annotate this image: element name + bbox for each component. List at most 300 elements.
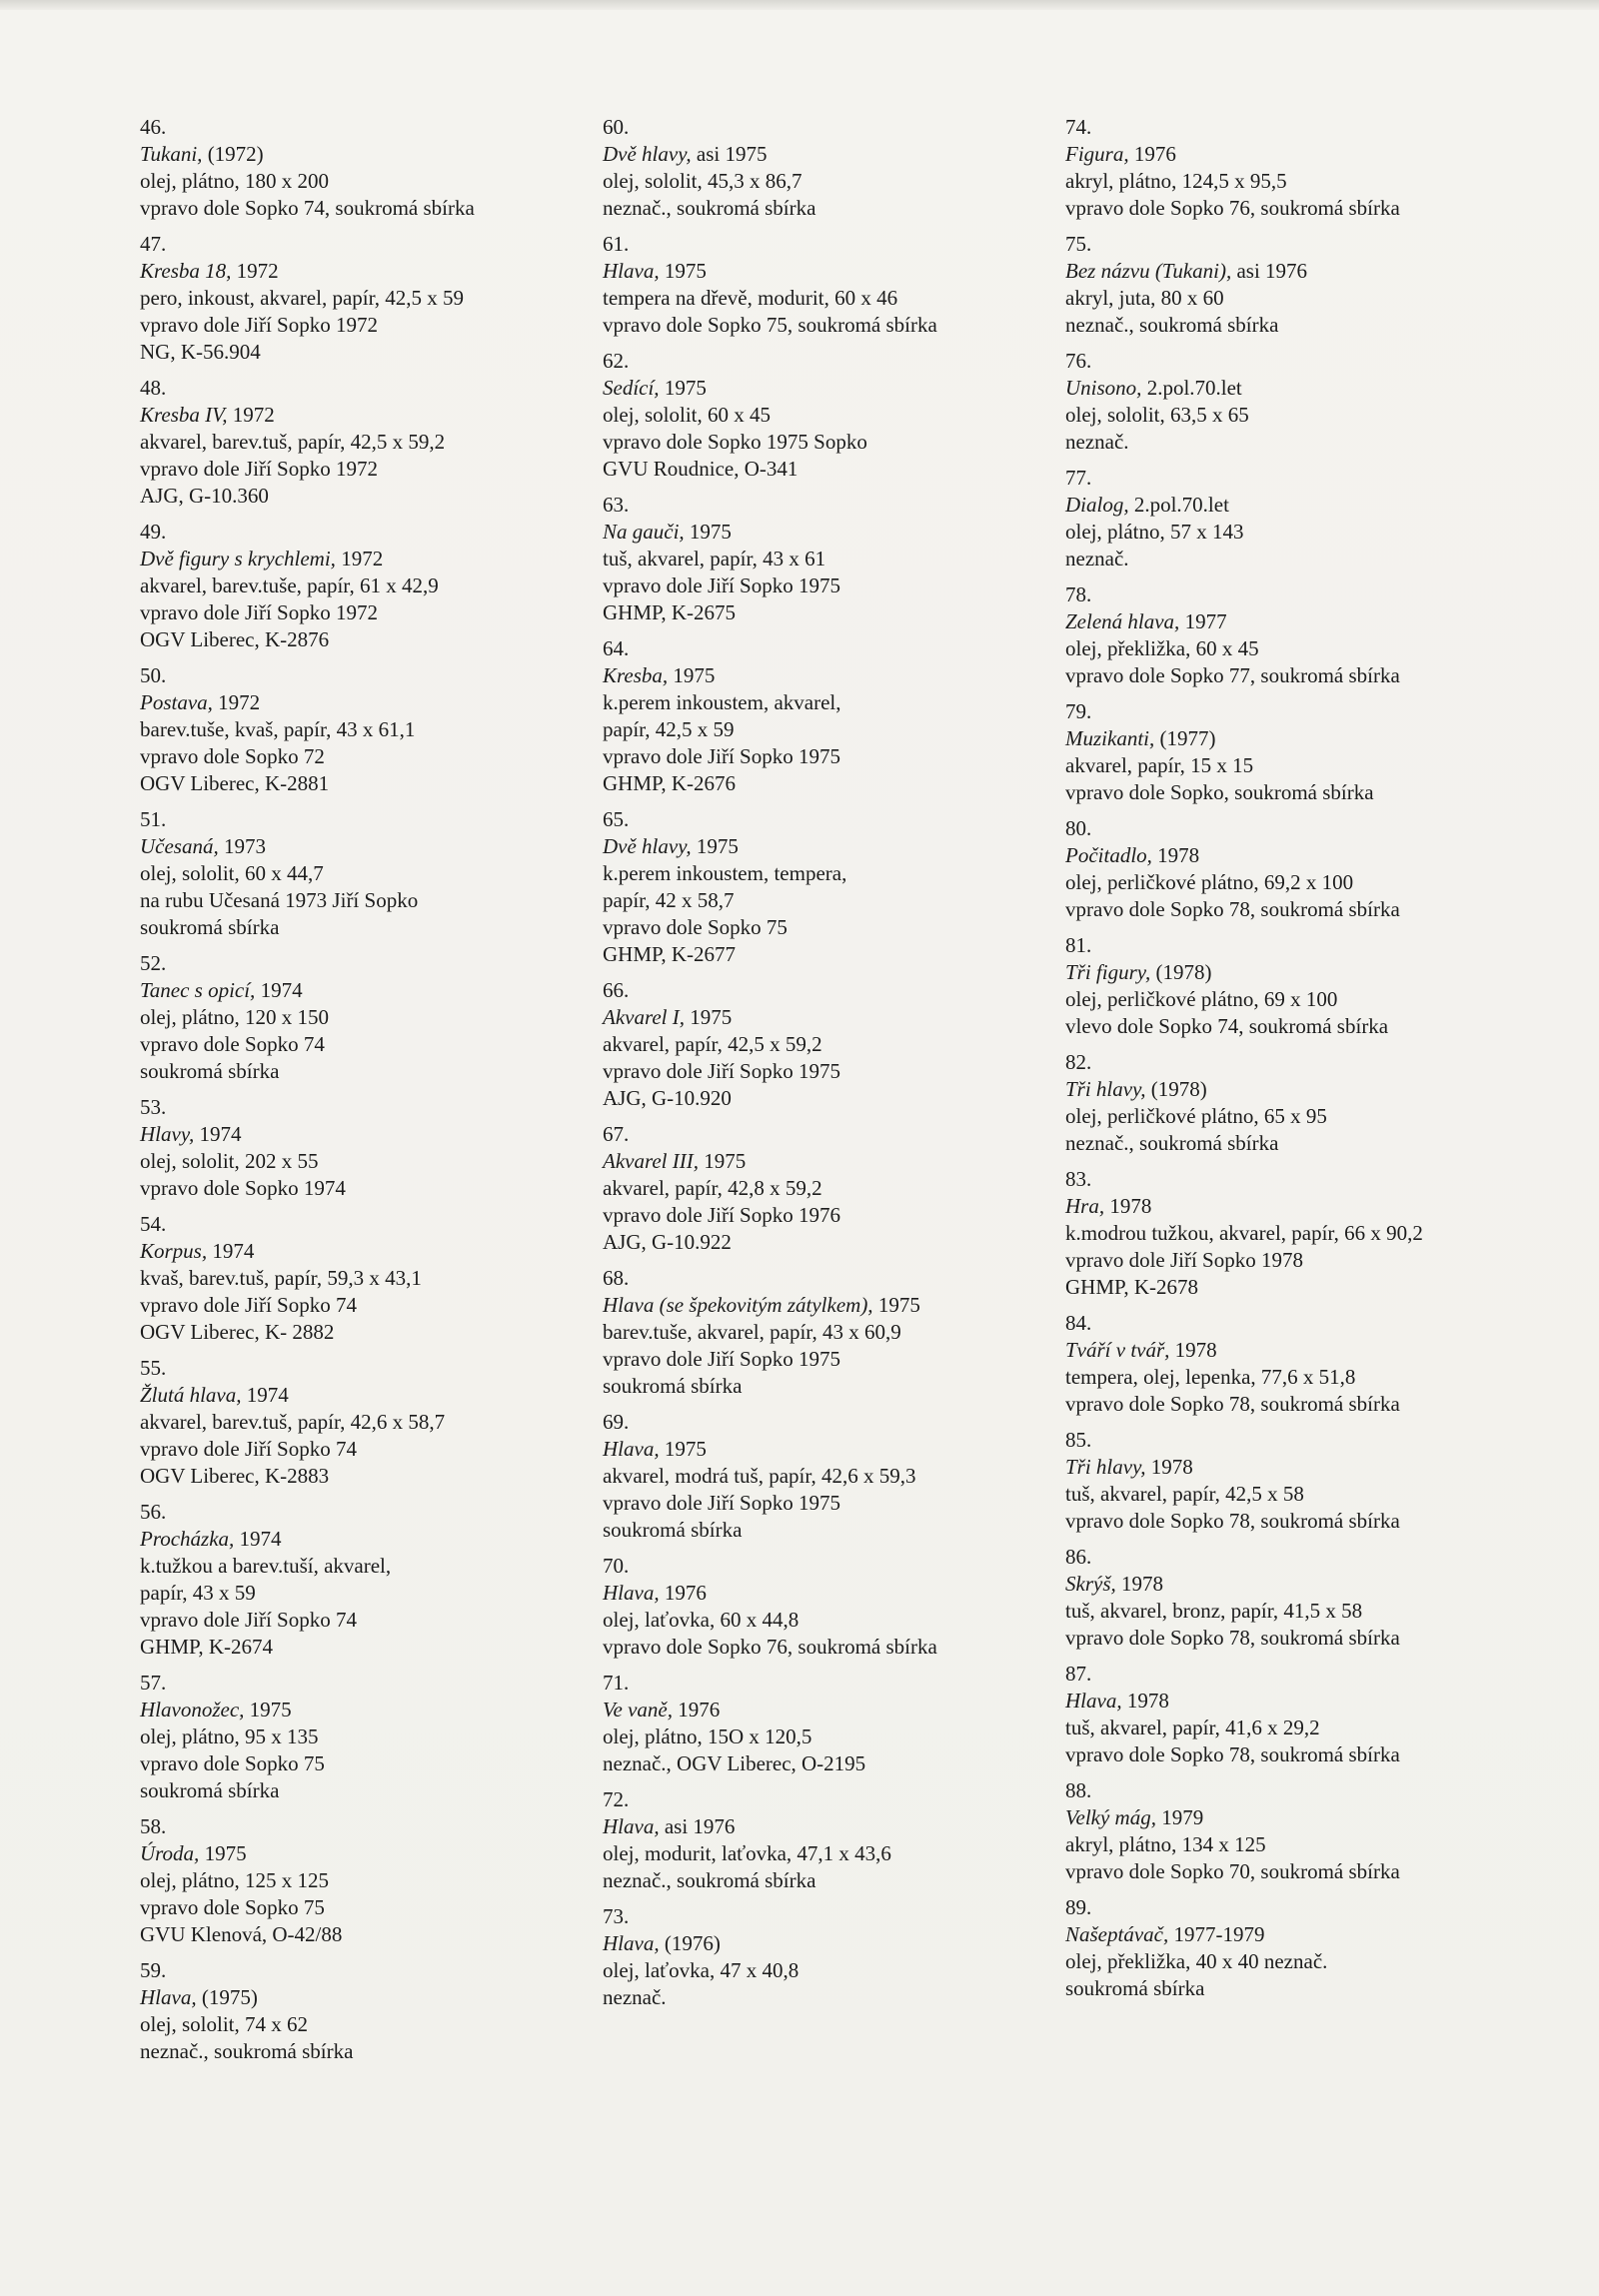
entry-number: 68.: [603, 1266, 630, 1290]
entry-title-line: [1065, 1337, 1525, 1364]
entry-detail-line: olej, sololit, 74 x 62: [140, 2012, 308, 2036]
page-top-edge: [0, 0, 1599, 10]
entry-number: 73.: [603, 1904, 630, 1928]
entry-title: Akvarel III,: [603, 1149, 699, 1173]
entry-title-line: [140, 546, 580, 573]
entry-number: 54.: [140, 1212, 167, 1236]
entry-date: 1972: [212, 690, 261, 714]
entry-detail-line: OGV Liberec, K-2876: [140, 627, 330, 651]
entry-title: Kresba IV,: [140, 403, 228, 427]
entry-number: 67.: [603, 1122, 630, 1146]
entry-title: Hlavonožec,: [140, 1698, 245, 1722]
entry-date: (1975): [196, 1985, 258, 2009]
entry-detail-line: vpravo dole Jiří Sopko 1975: [603, 574, 840, 597]
entry-detail-line: akvarel, papír, 42,5 x 59,2: [603, 1032, 822, 1056]
catalogue-entry: [1065, 1427, 1525, 1535]
entry-title-line: [140, 833, 580, 860]
entry-detail-line: olej, laťovka, 60 x 44,8: [603, 1608, 800, 1632]
entry-title: Hlava,: [603, 1814, 660, 1838]
entry-detail-line: GHMP, K-2675: [603, 600, 737, 624]
entry-title-line: [140, 402, 580, 429]
entry-detail-line: papír, 42 x 58,7: [603, 888, 735, 912]
entry-title: Procházka,: [140, 1527, 235, 1551]
entry-detail-line: vpravo dole Sopko 76, soukromá sbírka: [1065, 196, 1400, 220]
entry-title-line: [603, 258, 1042, 285]
entry-title-line: [1065, 492, 1525, 519]
entry-number: 60.: [603, 115, 630, 139]
entry-detail-line: tempera na dřevě, modurit, 60 x 46: [603, 286, 898, 310]
entry-date: 1974: [255, 978, 303, 1002]
entry-date: (1978): [1150, 960, 1212, 984]
entry-number: 80.: [1065, 816, 1092, 840]
entry-title: Unisono,: [1065, 376, 1142, 400]
entry-date: 1978: [1145, 1455, 1193, 1479]
catalogue-entry: [1065, 815, 1525, 923]
entry-number: 87.: [1065, 1662, 1092, 1686]
entry-detail-line: AJG, G-10.922: [603, 1230, 732, 1254]
entry-detail-line: olej, plátno, 95 x 135: [140, 1724, 319, 1748]
entry-title: Počitadlo,: [1065, 843, 1152, 867]
entry-number: 50.: [140, 663, 167, 687]
entry-title: Kresba 18,: [140, 259, 232, 283]
entry-detail-line: barev.tuše, akvarel, papír, 43 x 60,9: [603, 1320, 901, 1344]
entry-title-line: [1065, 959, 1525, 986]
entry-title: Hra,: [1065, 1194, 1105, 1218]
entry-detail-line: vpravo dole Sopko 1975 Sopko: [603, 430, 867, 454]
entry-detail-line: akryl, juta, 80 x 60: [1065, 286, 1224, 310]
entry-date: 1975: [691, 834, 739, 858]
entry-number: 51.: [140, 807, 167, 831]
catalogue-entry: [1065, 932, 1525, 1040]
entry-detail-line: soukromá sbírka: [1065, 1976, 1205, 2000]
catalogue-entry: [603, 1121, 1042, 1256]
entry-detail-line: neznač., soukromá sbírka: [1065, 313, 1279, 337]
entry-number: 83.: [1065, 1167, 1092, 1191]
entry-title: Hlava,: [603, 1437, 660, 1461]
entry-detail-line: vpravo dole Sopko 1974: [140, 1176, 346, 1200]
entry-detail-line: tuš, akvarel, bronz, papír, 41,5 x 58: [1065, 1599, 1363, 1623]
entry-number: 77.: [1065, 466, 1092, 490]
entry-title: Hlava,: [603, 1581, 660, 1605]
entry-title: Skrýš,: [1065, 1572, 1116, 1596]
catalogue-entry: [603, 348, 1042, 483]
entry-detail-line: papír, 43 x 59: [140, 1581, 256, 1605]
entry-detail-line: soukromá sbírka: [140, 1059, 280, 1083]
entry-date: 1975: [659, 1437, 707, 1461]
catalogue-entry: [140, 231, 580, 366]
entry-number: 55.: [140, 1356, 167, 1380]
entry-detail-line: neznač., OGV Liberec, O-2195: [603, 1751, 866, 1775]
entry-title-line: [1065, 1921, 1525, 1948]
entry-detail-line: k.modrou tužkou, akvarel, papír, 66 x 90,2: [1065, 1221, 1423, 1245]
entry-number: 85.: [1065, 1428, 1092, 1452]
entry-number: 61.: [603, 232, 630, 256]
entry-date: asi 1976: [1231, 259, 1308, 283]
catalogue-column-1: [140, 114, 580, 2074]
entry-detail-line: tuš, akvarel, papír, 43 x 61: [603, 547, 826, 571]
entry-detail-line: GHMP, K-2678: [1065, 1275, 1199, 1299]
entry-date: 1979: [1155, 1805, 1204, 1829]
entry-date: 1973: [218, 834, 266, 858]
entry-title: Hlava,: [603, 259, 660, 283]
entry-number: 58.: [140, 1814, 167, 1838]
entry-detail-line: vpravo dole Jiří Sopko 74: [140, 1608, 357, 1632]
entry-date: 1976: [659, 1581, 707, 1605]
entry-detail-line: akvarel, modrá tuš, papír, 42,6 x 59,3: [603, 1464, 916, 1488]
entry-detail-line: neznač.: [1065, 547, 1129, 571]
entry-detail-line: OGV Liberec, K-2881: [140, 771, 330, 795]
entry-title: Akvarel I,: [603, 1005, 686, 1029]
entry-title-line: [140, 689, 580, 716]
entry-date: 1978: [1115, 1572, 1163, 1596]
entry-title: Zelená hlava,: [1065, 609, 1180, 633]
entry-detail-line: barev.tuše, kvaš, papír, 43 x 61,1: [140, 717, 416, 741]
entry-title: Kresba,: [603, 663, 669, 687]
entry-date: 1974: [234, 1527, 282, 1551]
entry-detail-line: k.perem inkoustem, akvarel,: [603, 690, 841, 714]
entry-date: 1977-1979: [1168, 1922, 1265, 1946]
entry-date: 1977: [1179, 609, 1227, 633]
entry-title-line: [603, 1436, 1042, 1463]
entry-detail-line: neznač.: [1065, 430, 1129, 454]
entry-date: 1975: [872, 1293, 920, 1317]
entry-title-line: [140, 1238, 580, 1265]
entry-date: 1974: [241, 1383, 289, 1407]
entry-title: Úroda,: [140, 1841, 200, 1865]
entry-detail-line: NG, K-56.904: [140, 340, 261, 364]
entry-title: Tři figury,: [1065, 960, 1151, 984]
entry-detail-line: olej, překližka, 60 x 45: [1065, 636, 1259, 660]
catalogue-entry: [603, 1553, 1042, 1661]
entry-detail-line: vpravo dole Sopko 75, soukromá sbírka: [603, 313, 937, 337]
entry-title: Velký mág,: [1065, 1805, 1156, 1829]
entry-detail-line: akvarel, papír, 15 x 15: [1065, 753, 1254, 777]
catalogue-entry: [140, 375, 580, 510]
entry-detail-line: soukromá sbírka: [603, 1518, 743, 1542]
entry-title: Hlava (se špekovitým zátylkem),: [603, 1293, 873, 1317]
entry-detail-line: GVU Roudnice, O-341: [603, 457, 799, 481]
entry-detail-line: olej, plátno, 180 x 200: [140, 169, 329, 193]
entry-title: Korpus,: [140, 1239, 208, 1263]
entry-number: 57.: [140, 1671, 167, 1695]
entry-title-line: [140, 1840, 580, 1867]
entry-title-line: [140, 258, 580, 285]
catalogue-entry: [1065, 1661, 1525, 1768]
entry-detail-line: vpravo dole Sopko 75: [140, 1751, 325, 1775]
entry-detail-line: olej, perličkové plátno, 65 x 95: [1065, 1104, 1327, 1128]
entry-title: Tváří v tvář,: [1065, 1338, 1170, 1362]
catalogue-entry: [1065, 1310, 1525, 1418]
entry-number: 82.: [1065, 1050, 1092, 1074]
entry-number: 52.: [140, 951, 167, 975]
entry-date: asi 1976: [659, 1814, 736, 1838]
entry-detail-line: vpravo dole Jiří Sopko 1976: [603, 1203, 840, 1227]
catalogue-entry: [603, 1786, 1042, 1894]
entry-number: 62.: [603, 349, 630, 373]
entry-date: 1975: [659, 259, 707, 283]
entry-detail-line: olej, plátno, 15O x 120,5: [603, 1724, 812, 1748]
entry-detail-line: olej, sololit, 45,3 x 86,7: [603, 169, 802, 193]
entry-date: 1975: [199, 1841, 247, 1865]
entry-detail-line: vpravo dole Jiří Sopko 1972: [140, 600, 378, 624]
entry-detail-line: vpravo dole Jiří Sopko 1978: [1065, 1248, 1303, 1272]
entry-date: 1978: [1121, 1689, 1169, 1713]
entry-date: 1975: [668, 663, 716, 687]
entry-number: 63.: [603, 493, 630, 517]
entry-detail-line: tempera, olej, lepenka, 77,6 x 51,8: [1065, 1365, 1356, 1389]
entry-detail-line: neznač., soukromá sbírka: [1065, 1131, 1279, 1155]
catalogue-entry: [140, 950, 580, 1085]
catalogue-entry: [603, 492, 1042, 626]
entry-title-line: [140, 1382, 580, 1409]
entry-detail-line: olej, sololit, 202 x 55: [140, 1149, 319, 1173]
entry-detail-line: GHMP, K-2676: [603, 771, 737, 795]
catalogue-entry: [603, 1670, 1042, 1777]
entry-number: 72.: [603, 1787, 630, 1811]
entry-detail-line: OGV Liberec, K- 2882: [140, 1320, 335, 1344]
entry-detail-line: olej, plátno, 57 x 143: [1065, 520, 1244, 544]
entry-detail-line: olej, sololit, 60 x 45: [603, 403, 771, 427]
entry-date: 1975: [659, 376, 707, 400]
entry-detail-line: olej, plátno, 120 x 150: [140, 1005, 329, 1029]
entry-detail-line: vpravo dole Jiří Sopko 74: [140, 1437, 357, 1461]
entry-detail-line: neznač., soukromá sbírka: [603, 1868, 816, 1892]
entry-number: 49.: [140, 520, 167, 544]
entry-detail-line: vpravo dole Sopko 75: [140, 1895, 325, 1919]
entry-number: 64.: [603, 636, 630, 660]
catalogue-entry: [1065, 1544, 1525, 1652]
entry-number: 47.: [140, 232, 167, 256]
entry-title: Na gauči,: [603, 520, 685, 544]
entry-title-line: [603, 1004, 1042, 1031]
entry-title-line: [1065, 842, 1525, 869]
entry-detail-line: AJG, G-10.360: [140, 484, 269, 508]
catalogue-entry: [140, 1957, 580, 2065]
catalogue-entry: [140, 662, 580, 797]
catalogue-entry: [1065, 1777, 1525, 1885]
entry-title-line: [1065, 1076, 1525, 1103]
entry-number: 59.: [140, 1958, 167, 1982]
entry-date: (1977): [1154, 726, 1216, 750]
catalogue-entry: [140, 1211, 580, 1346]
entry-title-line: [603, 833, 1042, 860]
catalogue-entry: [603, 114, 1042, 222]
entry-number: 56.: [140, 1500, 167, 1524]
catalogue-entry: [140, 1670, 580, 1804]
entry-detail-line: akvarel, barev.tuše, papír, 61 x 42,9: [140, 574, 439, 597]
entry-date: 1978: [1151, 843, 1200, 867]
entry-title: Postava,: [140, 690, 213, 714]
entry-title: Tři hlavy,: [1065, 1077, 1146, 1101]
entry-number: 48.: [140, 376, 167, 400]
entry-number: 79.: [1065, 699, 1092, 723]
catalogue-entry: [1065, 1166, 1525, 1301]
entry-detail-line: k.perem inkoustem, tempera,: [603, 861, 847, 885]
entry-detail-line: tuš, akvarel, papír, 41,6 x 29,2: [1065, 1716, 1320, 1739]
entry-date: 1975: [684, 520, 732, 544]
entry-number: 70.: [603, 1554, 630, 1578]
entry-detail-line: vpravo dole Sopko 77, soukromá sbírka: [1065, 663, 1400, 687]
entry-date: 1978: [1104, 1194, 1152, 1218]
entry-date: 1975: [685, 1005, 733, 1029]
entry-number: 84.: [1065, 1311, 1092, 1335]
entry-date: 1978: [1169, 1338, 1217, 1362]
entry-title-line: [140, 141, 580, 168]
catalogue-entry: [603, 1409, 1042, 1544]
entry-detail-line: vpravo dole Jiří Sopko 1975: [603, 744, 840, 768]
catalogue-entry: [140, 519, 580, 653]
entry-detail-line: soukromá sbírka: [140, 915, 280, 939]
entry-detail-line: vpravo dole Sopko, soukromá sbírka: [1065, 780, 1374, 804]
entry-title-line: [1065, 608, 1525, 635]
entry-date: 1974: [194, 1122, 242, 1146]
entry-date: 2.pol.70.let: [1141, 376, 1242, 400]
entry-number: 78.: [1065, 582, 1092, 606]
entry-number: 88.: [1065, 1778, 1092, 1802]
entry-title: Žlutá hlava,: [140, 1383, 242, 1407]
entry-detail-line: vpravo dole Jiří Sopko 1975: [603, 1059, 840, 1083]
entry-title: Hlavy,: [140, 1122, 195, 1146]
entry-title: Dvě figury s krychlemi,: [140, 547, 336, 571]
entry-title-line: [603, 375, 1042, 402]
catalogue-entry: [1065, 1049, 1525, 1157]
catalogue-entry: [1065, 114, 1525, 222]
entry-title-line: [603, 141, 1042, 168]
entry-title-line: [140, 1697, 580, 1723]
entry-title: Hlava,: [140, 1985, 197, 2009]
entry-detail-line: vpravo dole Sopko 70, soukromá sbírka: [1065, 1859, 1400, 1883]
entry-number: 86.: [1065, 1545, 1092, 1569]
entry-number: 71.: [603, 1671, 630, 1695]
entry-title-line: [603, 1580, 1042, 1607]
entry-number: 89.: [1065, 1895, 1092, 1919]
entry-detail-line: vpravo dole Sopko 76, soukromá sbírka: [603, 1635, 937, 1659]
catalogue-entry: [140, 1813, 580, 1948]
entry-detail-line: GHMP, K-2674: [140, 1635, 274, 1659]
catalogue-entry: [1065, 231, 1525, 339]
entry-detail-line: akryl, plátno, 124,5 x 95,5: [1065, 169, 1287, 193]
entry-detail-line: akvarel, papír, 42,8 x 59,2: [603, 1176, 822, 1200]
entry-detail-line: olej, sololit, 63,5 x 65: [1065, 403, 1249, 427]
entry-date: (1976): [659, 1931, 721, 1955]
entry-date: 1972: [231, 259, 279, 283]
entry-detail-line: tuš, akvarel, papír, 42,5 x 58: [1065, 1482, 1304, 1506]
entry-detail-line: na rubu Učesaná 1973 Jiří Sopko: [140, 888, 419, 912]
entry-detail-line: neznač.: [603, 1985, 667, 2009]
catalogue-column-3: [1065, 114, 1525, 2011]
entry-date: 2.pol.70.let: [1128, 493, 1229, 517]
entry-number: 46.: [140, 115, 167, 139]
catalogue-entry: [1065, 698, 1525, 806]
entry-title-line: [603, 1292, 1042, 1319]
entry-title-line: [603, 1813, 1042, 1840]
entry-detail-line: kvaš, barev.tuš, papír, 59,3 x 43,1: [140, 1266, 422, 1290]
entry-title: Hlava,: [603, 1931, 660, 1955]
entry-title-line: [140, 1121, 580, 1148]
entry-title-line: [1065, 1571, 1525, 1598]
catalogue-entry: [1065, 348, 1525, 456]
entry-number: 76.: [1065, 349, 1092, 373]
entry-number: 69.: [603, 1410, 630, 1434]
entry-date: (1972): [202, 142, 264, 166]
entry-date: 1972: [227, 403, 275, 427]
entry-date: 1975: [699, 1149, 747, 1173]
entry-title-line: [1065, 375, 1525, 402]
entry-detail-line: GVU Klenová, O-42/88: [140, 1922, 343, 1946]
entry-title-line: [140, 1984, 580, 2011]
entry-number: 53.: [140, 1095, 167, 1119]
entry-title: Dvě hlavy,: [603, 834, 692, 858]
entry-title-line: [140, 977, 580, 1004]
catalogue-entry: [140, 114, 580, 222]
entry-title-line: [1065, 1804, 1525, 1831]
catalogue-entry: [603, 231, 1042, 339]
entry-title-line: [603, 519, 1042, 546]
entry-date: 1975: [244, 1698, 292, 1722]
catalogue-entry: [603, 806, 1042, 968]
entry-title: Muzikanti,: [1065, 726, 1155, 750]
entry-number: 65.: [603, 807, 630, 831]
entry-detail-line: olej, plátno, 125 x 125: [140, 1868, 329, 1892]
entry-detail-line: vpravo dole Sopko 78, soukromá sbírka: [1065, 1626, 1400, 1650]
entry-number: 75.: [1065, 232, 1092, 256]
entry-detail-line: vpravo dole Sopko 74: [140, 1032, 325, 1056]
entry-detail-line: akryl, plátno, 134 x 125: [1065, 1832, 1266, 1856]
catalogue-entry: [1065, 465, 1525, 573]
entry-detail-line: vlevo dole Sopko 74, soukromá sbírka: [1065, 1014, 1389, 1038]
entry-detail-line: vpravo dole Jiří Sopko 1975: [603, 1347, 840, 1371]
entry-detail-line: vpravo dole Sopko 78, soukromá sbírka: [1065, 1742, 1400, 1766]
entry-number: 81.: [1065, 933, 1092, 957]
entry-title-line: [1065, 1193, 1525, 1220]
entry-detail-line: OGV Liberec, K-2883: [140, 1464, 330, 1488]
entry-title: Dvě hlavy,: [603, 142, 692, 166]
entry-detail-line: vpravo dole Sopko 75: [603, 915, 788, 939]
entry-date: asi 1975: [691, 142, 768, 166]
entry-title-line: [603, 1930, 1042, 1957]
entry-title-line: [1065, 725, 1525, 752]
entry-title: Hlava,: [1065, 1689, 1122, 1713]
entry-title: Našeptávač,: [1065, 1922, 1169, 1946]
entry-detail-line: vpravo dole Sopko 78, soukromá sbírka: [1065, 1509, 1400, 1533]
catalogue-entry: [140, 1355, 580, 1490]
entry-detail-line: olej, modurit, laťovka, 47,1 x 43,6: [603, 1841, 891, 1865]
catalogue-entry: [1065, 581, 1525, 689]
entry-title: Učesaná,: [140, 834, 219, 858]
entry-date: 1974: [207, 1239, 255, 1263]
entry-title: Tanec s opicí,: [140, 978, 256, 1002]
entry-title-line: [1065, 258, 1525, 285]
entry-title-line: [1065, 1454, 1525, 1481]
entry-title-line: [140, 1526, 580, 1553]
entry-detail-line: vpravo dole Sopko 78, soukromá sbírka: [1065, 897, 1400, 921]
catalogue-column-2: [603, 114, 1042, 2020]
entry-detail-line: olej, překližka, 40 x 40 neznač.: [1065, 1949, 1328, 1973]
catalogue-entry: [140, 1094, 580, 1202]
entry-number: 66.: [603, 978, 630, 1002]
entry-detail-line: akvarel, barev.tuš, papír, 42,6 x 58,7: [140, 1410, 446, 1434]
entry-title: Sedící,: [603, 376, 660, 400]
catalogue-entry: [140, 806, 580, 941]
catalogue-entry: [1065, 1894, 1525, 2002]
entry-title: Figura,: [1065, 142, 1129, 166]
entry-detail-line: k.tužkou a barev.tuší, akvarel,: [140, 1554, 392, 1578]
entry-title: Ve vaně,: [603, 1698, 673, 1722]
entry-detail-line: vpravo dole Sopko 72: [140, 744, 325, 768]
catalogue-entry: [603, 1903, 1042, 2011]
entry-title-line: [1065, 1688, 1525, 1715]
entry-detail-line: vpravo dole Jiří Sopko 74: [140, 1293, 357, 1317]
